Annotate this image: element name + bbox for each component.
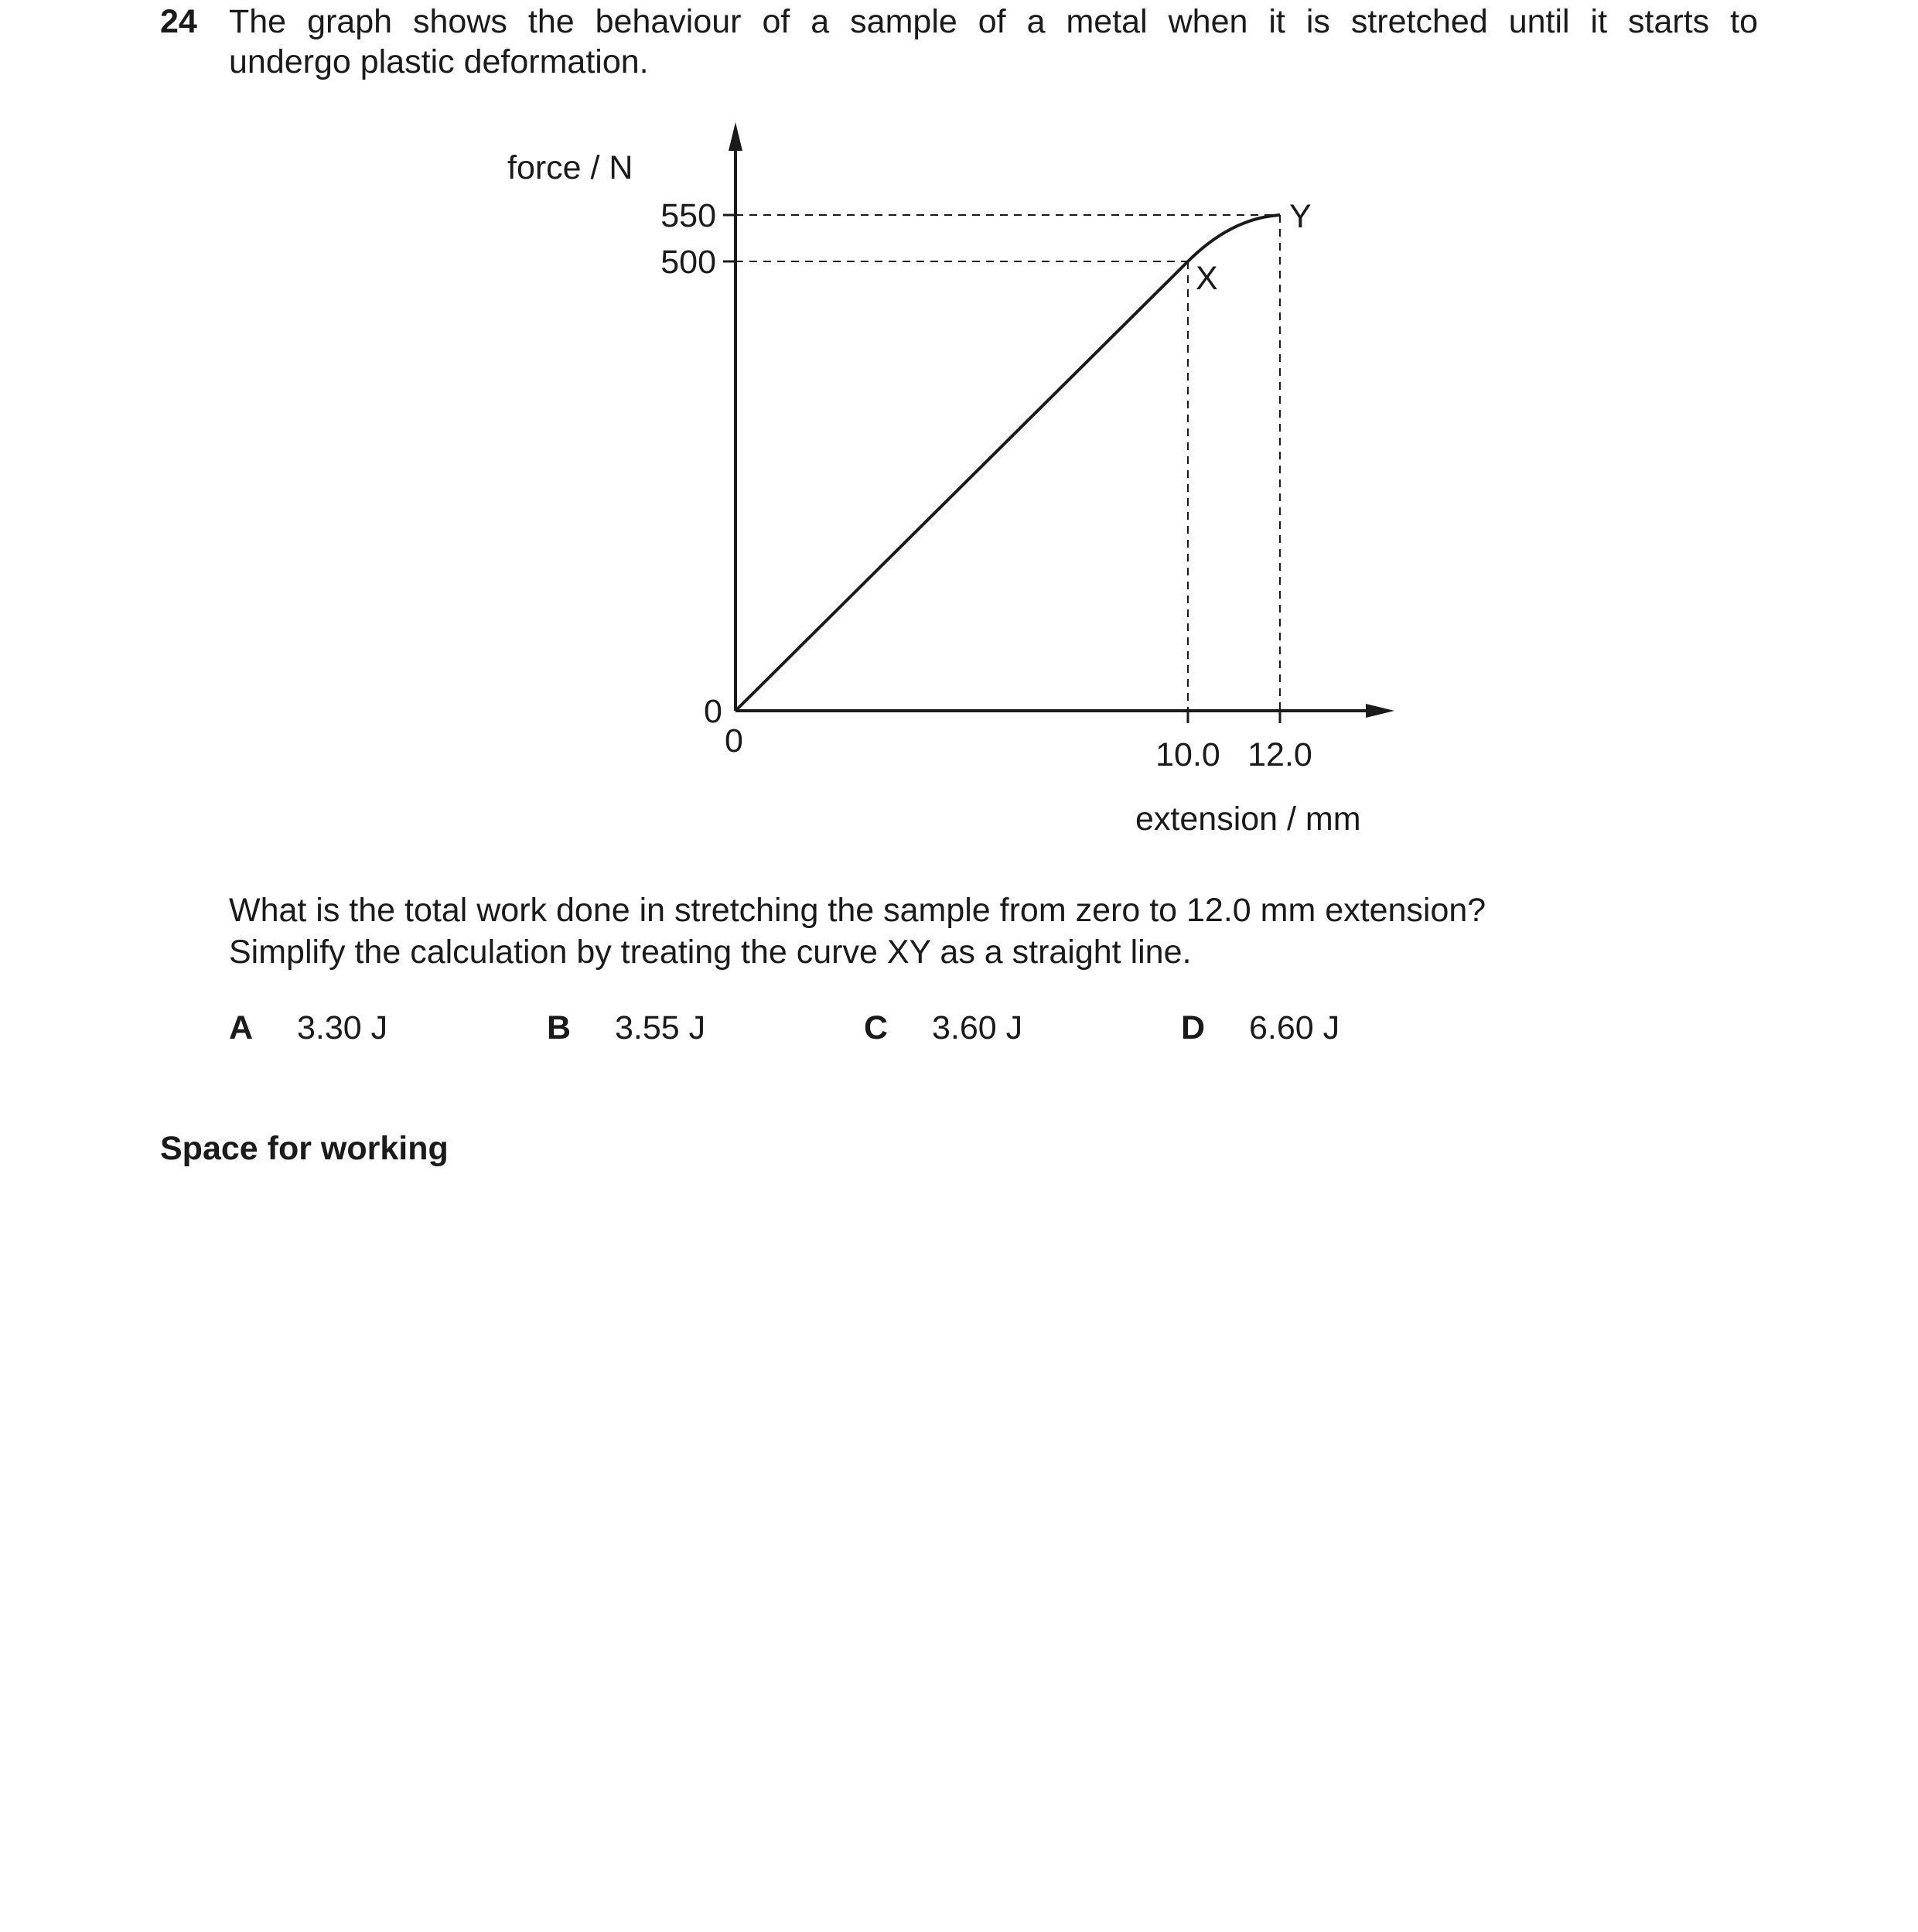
- option-c-text: 3.60 J: [932, 1009, 1023, 1046]
- y-tick-label-500: 500: [660, 244, 716, 281]
- option-c[interactable]: [864, 1007, 1022, 1049]
- x-axis-label: extension / mm: [1135, 800, 1361, 838]
- option-d-letter: D: [1181, 1009, 1206, 1046]
- prompt-line-1: What is the total work done in stretching the sample from zero to 12.0 mm extension?: [229, 892, 1486, 929]
- option-a-text: 3.30 J: [297, 1009, 388, 1046]
- x-origin-label: 0: [725, 722, 743, 759]
- question-number: 24: [160, 3, 197, 40]
- y-origin-label: 0: [704, 693, 722, 730]
- point-label-x: X: [1196, 260, 1218, 297]
- option-c-letter: C: [864, 1009, 889, 1046]
- x-tick-label-10: 10.0: [1155, 736, 1220, 773]
- option-a[interactable]: [229, 1007, 387, 1049]
- y-axis-arrow: [729, 122, 742, 151]
- option-a-letter: A: [229, 1009, 254, 1046]
- option-d[interactable]: [1181, 1007, 1340, 1049]
- option-d-text: 6.60 J: [1249, 1009, 1340, 1046]
- x-tick-label-12: 12.0: [1247, 736, 1312, 773]
- option-b-letter: B: [547, 1009, 572, 1046]
- stem-line-1: The graph shows the behaviour of a sample of a metal when it is stretched until it starts to: [229, 3, 1758, 40]
- y-tick-label-550: 550: [660, 197, 716, 234]
- x-axis-arrow: [1366, 704, 1394, 718]
- question-prompt: [229, 889, 1486, 973]
- option-b[interactable]: [547, 1007, 705, 1049]
- force-extension-graph: [0, 0, 1918, 874]
- working-space-label: Space for working: [160, 1130, 449, 1167]
- prompt-line-2: Simplify the calculation by treating the curve XY as a straight line.: [229, 934, 1192, 971]
- option-b-text: 3.55 J: [615, 1009, 706, 1046]
- stem-line-2: undergo plastic deformation.: [229, 43, 649, 80]
- y-axis-label: force / N: [507, 149, 633, 186]
- point-label-y: Y: [1289, 198, 1312, 235]
